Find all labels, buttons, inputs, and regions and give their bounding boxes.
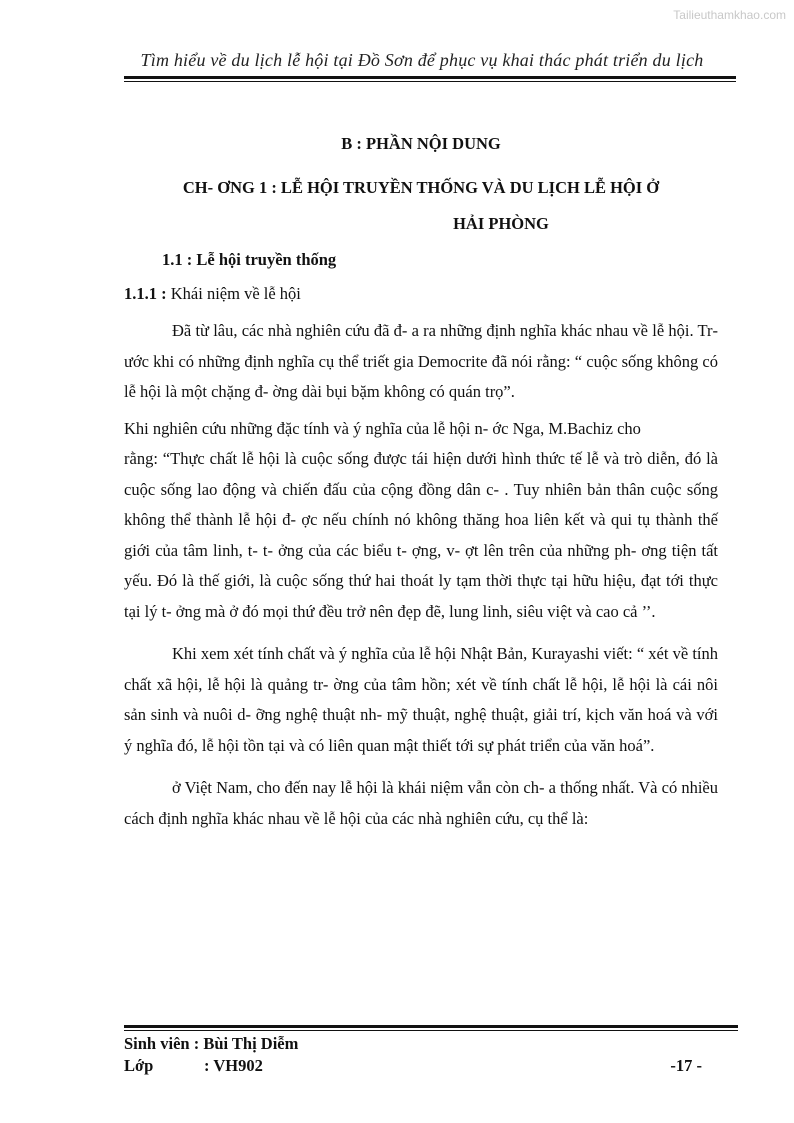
paragraph-democrite: Đã từ lâu, các nhà nghiên cứu đã đ- a ra những định nghĩa khác nhau về lễ hội. Trước khi có những định nghĩa cụ thể triết gia Democrite đã nói rằng: “ cuộc sống không có lễ hội là một chặng đ- ờng dài bụi bặm không có quán trọ”.	[124, 321, 718, 401]
subsection-title: Khái niệm về lễ hội	[170, 284, 301, 303]
paragraph-vietnam: ở Việt Nam, cho đến nay lễ hội là khái niệm vẫn còn ch- a thống nhất. Và có nhiều cách định nghĩa khác nhau về lễ hội của các nhà nghiên cứu, cụ thể là:	[124, 778, 718, 828]
paragraph-bachiz-quote: rằng: “Thực chất lễ hội là cuộc sống được tái hiện dưới hình thức tế lễ và trò diễn, đó là cuộc sống lao động và chiến đấu của cộng đồng dân c- . Tuy nhiên bản thân cuộc sống không thể thành lễ hội đ- ợc nếu chính nó không thăng hoa liên kết và qui tụ thành thế giới của tâm linh, t- t- ởng của các biểu t- ợng, v- ợt lên trên của những ph- ơng tiện tất yếu. Đó là thế giới, là cuộc sống thứ hai thoát ly tạm thời thực tại hữu hiệu, đạt tới thực tại lý t- ởng mà ở đó mọi thứ đều trở nên đẹp đẽ, lung linh, siêu việt và cao cả ’’.	[124, 449, 718, 621]
chapter-heading-line2: HẢI PHÒNG	[453, 214, 549, 233]
running-header-title: Tìm hiểu về du lịch lễ hội tại Đồ Sơn để phục vụ khai thác phát triển du lịch	[140, 50, 704, 70]
header-rule-thin	[124, 81, 736, 82]
footer-rule-thick	[124, 1025, 738, 1028]
footer-student: Sinh viên : Bùi Thị Diễm	[124, 1034, 299, 1053]
header-rule-thick	[124, 76, 736, 79]
watermark: Tailieuthamkhao.com	[673, 8, 786, 22]
subsection-number: 1.1.1 :	[124, 284, 167, 303]
paragraph-kurayashi: Khi xem xét tính chất và ý nghĩa của lễ hội Nhật Bản, Kurayashi viết: “ xét về tính chất xã hội, lễ hội là quảng tr- ờng của tâm hồn; xét về tính chất lễ hội, lễ hội là cái nôi sản sinh và nuôi d- ỡng nghệ thuật nh- mỹ thuật, nghệ thuật, giải trí, kịch văn hoá và với ý nghĩa đó, lễ hội tồn tại và có liên quan mật thiết tới sự phát triển của văn hoá”.	[124, 644, 718, 755]
page-number: -17 -	[670, 1056, 702, 1075]
subsection-heading	[124, 284, 718, 304]
footer-class-row	[124, 1055, 718, 1077]
section-heading: 1.1 : Lễ hội truyền thống	[162, 250, 337, 269]
part-heading: B : PHẦN NỘI DUNG	[341, 134, 501, 153]
footer-class-value: : VH902	[204, 1056, 263, 1075]
footer-student-row	[124, 1033, 718, 1055]
footer-rule-thin	[124, 1030, 738, 1031]
chapter-heading	[124, 170, 718, 242]
paragraph-bachiz-intro: Khi nghiên cứu những đặc tính và ý nghĩa của lễ hội n- ớc Nga, M.Bachiz cho	[124, 418, 641, 438]
chapter-heading-line1: CH- ƠNG 1 : LỄ HỘI TRUYỀN THỐNG VÀ DU LỊCH LỄ HỘI Ở	[182, 178, 660, 197]
page-footer	[124, 1033, 718, 1077]
page-content	[124, 126, 718, 834]
footer-class-label: Lớp	[124, 1056, 154, 1075]
